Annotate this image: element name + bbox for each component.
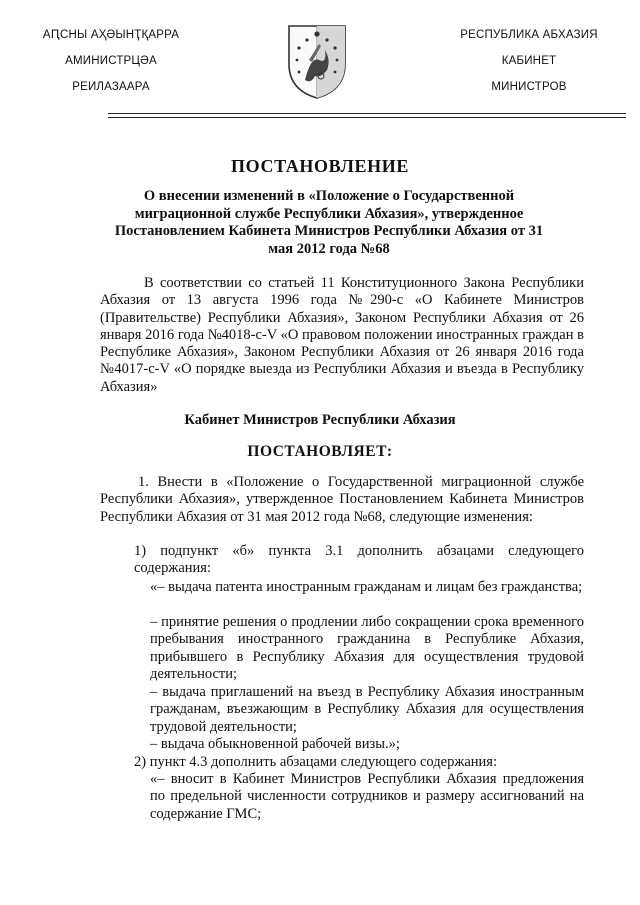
header-right-line-2: КАБИНЕТ [501, 55, 557, 67]
resolves-heading: ПОСТАНОВЛЯЕТ: [247, 443, 393, 460]
preamble-paragraph: В соответствии со статьей 11 Конституционного Закона Республики Абхазия от 13 августа 1996 года №290-с «О Кабинете Министров (Правительстве) Республики Абхазия», Законом Республики Абхазия от 26 января 2016 года №4018-с-V «О правовом положении иностранных граждан в Республике Абхазия», Законом Республики Абхазия от 26 января 2016 года №4017-с-V «О порядке выезда из Республики Абхазия и въезда в Республику Абхазия» [100, 275, 584, 395]
header-divider-thick [108, 113, 626, 114]
subitem-1-line-2: – принятие решения о продлении либо сокращении срока временного пребывания иностранного гражданина в Республике Абхазия, прибывшего в Республику Абхазия для осуществления трудовой деятельности; [150, 614, 584, 682]
header-right-line-1: РЕСПУБЛИКА АБХАЗИЯ [460, 29, 598, 41]
item-1-paragraph: 1. Внести в «Положение о Государственной миграционной службе Республики Абхазия», утвержденное Постановлением Кабинета Министров Республики Абхазия от 31 мая 2012 года №68, следующие изменения: [100, 474, 584, 525]
header-left-line-3: РЕИЛАЗААРА [72, 81, 150, 93]
subitem-1: 1) подпункт «б» пункта 3.1 дополнить абзацами следующего содержания: [134, 543, 584, 577]
header-left-block [36, 28, 186, 106]
document-subtitle: О внесении изменений в «Положение о Государственной миграционной службе Республики Абхазия», утвержденное Постановлением Кабинета Министров Республики Абхазия от 31 мая 2012 года №68 [114, 188, 544, 257]
document-title: ПОСТАНОВЛЕНИЕ [231, 156, 409, 176]
issuer-heading: Кабинет Министров Республики Абхазия [184, 412, 456, 428]
header-divider-thin [108, 117, 626, 118]
subitem-1-line-4: – выдача обыкновенной рабочей визы.»; [150, 736, 400, 752]
coat-of-arms-emblem-icon [285, 20, 349, 100]
header-right-block [454, 28, 604, 106]
subitem-2-line-1: «– вносит в Кабинет Министров Республики Абхазия предложения по предельной численности сотрудников и размеру ассигнований на содержание ГМС; [150, 771, 584, 822]
subitem-2: 2) пункт 4.3 дополнить абзацами следующего содержания: [134, 754, 497, 770]
header-left-line-2: АМИНИСТРЦӘА [65, 55, 157, 67]
header-right-line-3: МИНИСТРОВ [491, 81, 567, 93]
subitem-1-line-1: «– выдача патента иностранным гражданам и лицам без гражданства; [150, 579, 583, 595]
subitem-1-line-3: – выдача приглашений на въезд в Республику Абхазия иностранным гражданам, въезжающим в Республику Абхазия для осуществления трудовой деятельности; [150, 684, 584, 735]
header-left-line-1: АԤСНЫ АҲӘЫНҬҚАРРА [42, 29, 180, 41]
